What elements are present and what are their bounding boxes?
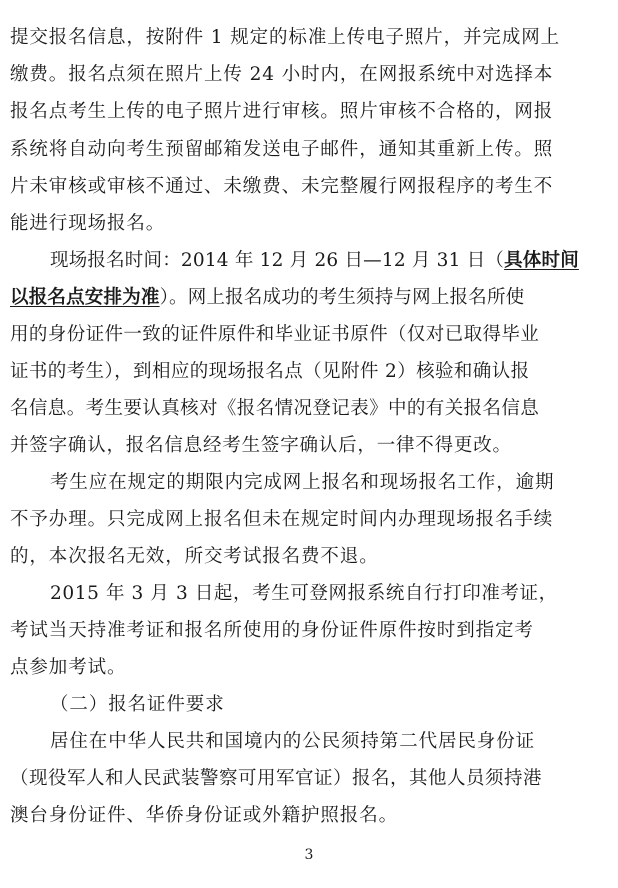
paragraph-2-line-1 <box>50 247 618 275</box>
paragraph-4-line-3: 点参加考试。 <box>10 657 127 678</box>
paragraph-1-line-2: 缴费。报名点须在照片上传 24 小时内，在网报系统中对选择本 <box>10 64 554 85</box>
paragraph-1-line-4: 系统将自动向考生预留邮箱发送电子邮件，通知其重新上传。照 <box>10 139 554 160</box>
paragraph-1-line-6: 能进行现场报名。 <box>10 213 166 234</box>
paragraph-2-line-2-text: ）。网上报名成功的考生须持与网上报名所使 <box>159 287 525 308</box>
paragraph-1-line-3: 报名点考生上传的电子照片进行审核。照片审核不合格的，网报 <box>10 101 554 122</box>
paragraph-5-line-3: 澳台身份证件、华侨身份证或外籍护照报名。 <box>10 805 399 826</box>
paragraph-2-line-6: 并签字确认，报名信息经考生签字确认后，一律不得更改。 <box>10 435 512 456</box>
paragraph-5-line-2: （现役军人和人民武装警察可用军官证）报名，其他人员须持港 <box>10 768 543 789</box>
paragraph-4-line-2: 考试当天持准考证和报名所使用的身份证件原件按时到指定考 <box>10 620 534 641</box>
section-heading: （二）报名证件要求 <box>50 694 225 715</box>
registration-time-text: 现场报名时间：2014 年 12 月 26 日—12 月 31 日（ <box>50 250 505 271</box>
paragraph-5-line-1: 居住在中华人民共和国境内的公民须持第二代居民身份证 <box>50 731 536 752</box>
paragraph-3-line-1: 考生应在规定的期限内完成网上报名和现场报名工作，逾期 <box>50 472 555 493</box>
paragraph-1-line-5: 片未审核或审核不通过、未缴费、未完整履行网报程序的考生不 <box>10 176 554 197</box>
paragraph-1-line-1: 提交报名信息，按附件 1 规定的标准上传电子照片，并完成网上 <box>10 27 561 48</box>
bold-note-part-2: 以报名点安排为准 <box>10 287 160 308</box>
paragraph-3-line-2: 不予办理。只完成网上报名但未在规定时间内办理现场报名手续 <box>10 509 554 530</box>
paragraph-2-line-3: 用的身份证件一致的证件原件和毕业证书原件（仅对已取得毕业 <box>10 324 540 345</box>
paragraph-4-line-1: 2015 年 3 月 3 日起，考生可登网报系统自行打印准考证， <box>50 583 558 604</box>
paragraph-3-line-3: 的，本次报名无效，所交考试报名费不退。 <box>10 546 379 567</box>
bold-note-part-1: 具体时间 <box>504 250 579 271</box>
paragraph-2-line-5: 名信息。考生要认真核对《报名情况登记表》中的有关报名信息 <box>10 398 540 419</box>
paragraph-2-line-2 <box>10 284 618 312</box>
paragraph-2-line-4: 证书的考生），到相应的现场报名点（见附件 2）核验和确认报 <box>10 361 530 382</box>
page-number: 3 <box>304 847 314 863</box>
